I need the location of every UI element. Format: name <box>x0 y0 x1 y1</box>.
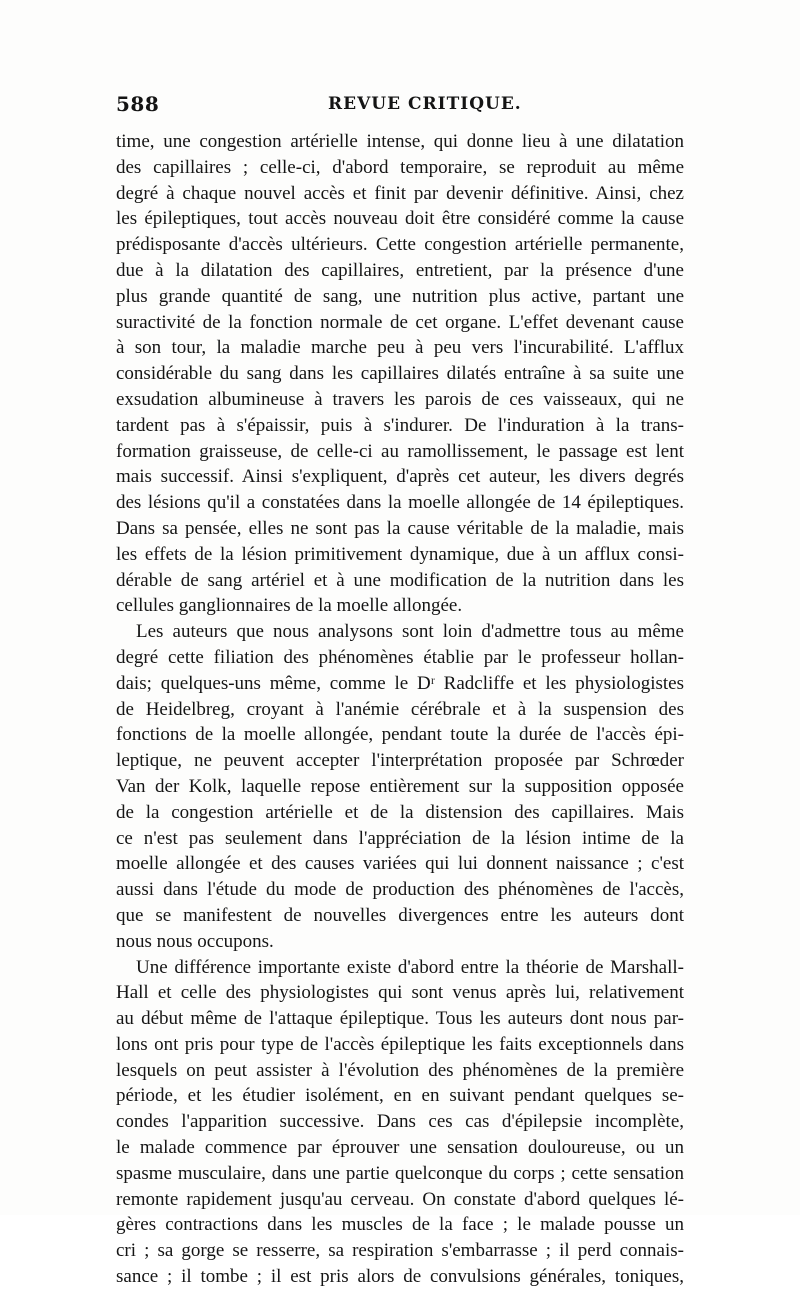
text-line: due à la dilatation des capillaires, entretient, par la présence d'une <box>116 259 684 281</box>
text-line: Dans sa pensée, elles ne sont pas la cause véritable de la maladie, mais <box>116 517 684 539</box>
text-line: considérable du sang dans les capillaires dilatés entraîne à sa suite une <box>116 363 684 385</box>
text-line: lons ont pris pour type de l'accès épileptique les faits exceptionnels dans <box>116 1033 684 1055</box>
text-line: lesquels on peut assister à l'évolution des phénomènes de la première <box>116 1059 684 1081</box>
text-line: degré à chaque nouvel accès et finit par devenir définitive. Ainsi, chez <box>116 182 684 204</box>
text-line: de Heidelbreg, croyant à l'anémie cérébrale et à la suspension des <box>116 698 684 720</box>
text-line: Les auteurs que nous analysons sont loin d'admettre tous au même <box>136 621 684 643</box>
text-line: que se manifestent de nouvelles divergences entre les auteurs dont <box>116 904 684 926</box>
text-line: dérable de sang artériel et à une modification de la nutrition dans les <box>116 569 684 591</box>
text-line: aussi dans l'étude du mode de production des phénomènes de l'accès, <box>116 879 684 901</box>
text-line: Van der Kolk, laquelle repose entièrement sur la supposition opposée <box>116 775 684 797</box>
text-line: à son tour, la maladie marche peu à peu vers l'incurabilité. L'afflux <box>116 337 684 359</box>
text-line: sance ; il tombe ; il est pris alors de convulsions générales, toniques, <box>116 1266 684 1288</box>
text-line: des capillaires ; celle-ci, d'abord temporaire, se reproduit au même <box>116 156 684 178</box>
text-line: time, une congestion artérielle intense, qui donne lieu à une dilatation <box>116 131 684 152</box>
text-line: les effets de la lésion primitivement dynamique, due à un afflux consi- <box>116 543 684 565</box>
text-line: le malade commence par éprouver une sensation douloureuse, ou un <box>116 1137 684 1159</box>
text-line: ce n'est pas seulement dans l'appréciation de la lésion intime de la <box>116 827 684 849</box>
text-line: cri ; sa gorge se resserre, sa respiration s'embarrasse ; il perd connais- <box>116 1240 684 1262</box>
text-line: mais successif. Ainsi s'expliquent, d'après cet auteur, les divers degrés <box>116 466 684 488</box>
text-line: Hall et celle des physiologistes qui sont venus après lui, relativement <box>116 982 684 1004</box>
text-line: degré cette filiation des phénomènes établie par le professeur hollan- <box>116 646 684 668</box>
text-line: spasme musculaire, dans une partie quelconque du corps ; cette sensation <box>116 1162 684 1184</box>
text-line: de la congestion artérielle et de la distension des capillaires. Mais <box>116 801 684 823</box>
text-line: moelle allongée et des causes variées qui lui donnent naissance ; c'est <box>116 853 684 875</box>
text-line: leptique, ne peuvent accepter l'interprétation proposée par Schrœder <box>116 750 684 772</box>
text-line: formation graisseuse, de celle-ci au ramollissement, le passage est lent <box>116 440 684 462</box>
text-line: plus grande quantité de sang, une nutrition plus active, partant une <box>116 285 684 307</box>
body-text <box>116 129 684 1290</box>
text-line: au début même de l'attaque épileptique. Tous les auteurs dont nous par- <box>116 1008 684 1030</box>
text-line: tardent pas à s'épaissir, puis à s'indurer. De l'induration à la trans- <box>116 414 684 436</box>
page-number: 588 <box>116 92 160 116</box>
text-line: exsudation albumineuse à travers les parois de ces vaisseaux, qui ne <box>116 388 684 410</box>
text-line: cellules ganglionnaires de la moelle allongée. <box>116 595 463 617</box>
text-line: fonctions de la moelle allongée, pendant toute la durée de l'accès épi- <box>116 724 684 746</box>
text-line: remonte rapidement jusqu'au cerveau. On constate d'abord quelques lé- <box>116 1188 684 1210</box>
running-title: REVUE CRITIQUE. <box>328 94 522 114</box>
text-line: prédisposante d'accès ultérieurs. Cette congestion artérielle permanente, <box>116 234 684 256</box>
text-line: les épileptiques, tout accès nouveau doit être considéré comme la cause <box>116 208 684 230</box>
text-line: des lésions qu'il a constatées dans la moelle allongée de 14 épileptiques. <box>116 492 684 514</box>
page-header <box>116 92 686 122</box>
text-line: période, et les étudier isolément, en en suivant pendant quelques se- <box>116 1085 684 1107</box>
text-line: Une différence importante existe d'abord entre la théorie de Marshall- <box>136 956 684 978</box>
text-line: suractivité de la fonction normale de cet organe. L'effet devenant cause <box>116 311 684 333</box>
text-line: condes l'apparition successive. Dans ces cas d'épilepsie incomplète, <box>116 1111 684 1133</box>
text-line: nous nous occupons. <box>116 930 274 952</box>
text-line: gères contractions dans les muscles de la face ; le malade pousse un <box>116 1214 684 1236</box>
text-line: dais; quelques-uns même, comme le Dʳ Radcliffe et les physiologistes <box>116 672 684 694</box>
